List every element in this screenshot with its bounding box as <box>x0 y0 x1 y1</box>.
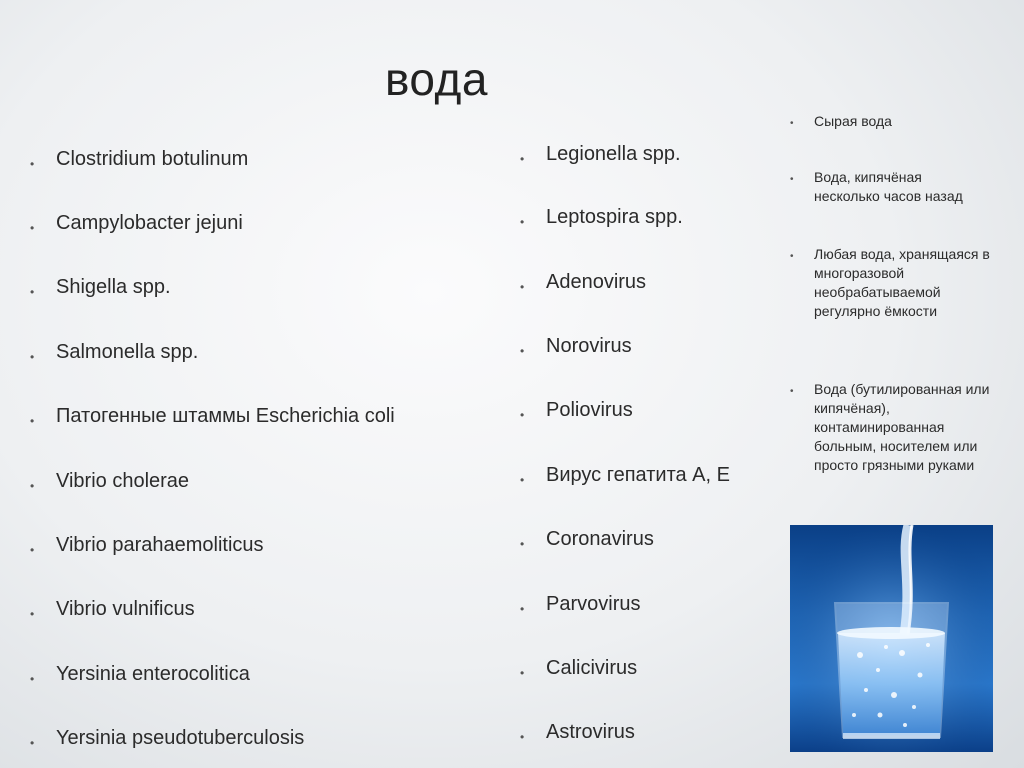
bullet: • <box>520 280 525 294</box>
bullet: • <box>790 251 794 262</box>
list-item-text: Vibrio parahaemoliticus <box>56 534 264 556</box>
glass-of-water-image <box>790 525 993 752</box>
list-item-text: Патогенные штаммы Escherichia coli <box>56 405 395 427</box>
bullet: • <box>790 174 794 185</box>
bullet: • <box>520 730 525 744</box>
list-item-text: Poliovirus <box>546 399 633 421</box>
bacteria-list <box>30 0 480 768</box>
list-item-text: Vibrio cholerae <box>56 470 190 492</box>
bullet: • <box>30 607 35 621</box>
list-item-text: Coronavirus <box>546 528 654 550</box>
bullet: • <box>520 537 525 551</box>
bullet: • <box>520 215 525 229</box>
bullet: • <box>790 118 794 129</box>
bullet: • <box>30 157 35 171</box>
list-item-text: Salmonella spp. <box>56 341 199 363</box>
water-sources-list <box>790 0 1024 520</box>
list-item-text: Astrovirus <box>546 721 635 743</box>
list-item-text: Вирус гепатита А, Е <box>546 464 730 486</box>
bullet: • <box>30 543 35 557</box>
list-item-text: Adenovirus <box>546 271 647 293</box>
list-item-text: Parvovirus <box>546 593 641 615</box>
list-item-text: Clostridium botulinum <box>56 148 249 170</box>
slide-title: вода <box>385 53 488 105</box>
bullet: • <box>30 350 35 364</box>
pathogens-list <box>520 0 780 768</box>
list-item-text: Сырая вода <box>814 113 892 129</box>
list-item-text: Leptospira spp. <box>546 206 683 228</box>
bullet: • <box>30 285 35 299</box>
list-item-text: Vibrio vulnificus <box>56 598 195 620</box>
bullet: • <box>30 221 35 235</box>
bullet: • <box>30 736 35 750</box>
bullet: • <box>30 672 35 686</box>
list-item-text: Вода (бутилированная или кипячёная), контаминированная больным, носителем или просто грязными руками <box>814 381 990 473</box>
bullet: • <box>30 414 35 428</box>
bullet: • <box>520 408 525 422</box>
list-item-text: Вода, кипячёная несколько часов назад <box>814 169 963 204</box>
bullet: • <box>30 479 35 493</box>
list-item-text: Любая вода, хранящаяся в многоразовой необрабатываемой регулярно ёмкости <box>814 246 990 319</box>
glass-of-water-icon <box>790 525 993 752</box>
list-item-text: Yersinia pseudotuberculosis <box>56 727 305 749</box>
list-item-text: Campylobacter jejuni <box>56 212 243 234</box>
list-item-text: Calicivirus <box>546 657 638 679</box>
bullet: • <box>520 473 525 487</box>
bullet: • <box>790 386 794 397</box>
list-item-text: Yersinia enterocolitica <box>56 663 250 685</box>
bullet: • <box>520 666 525 680</box>
bullet: • <box>520 602 525 616</box>
list-item-text: Norovirus <box>546 335 632 357</box>
bullet: • <box>520 152 525 166</box>
bullet: • <box>520 344 525 358</box>
list-item-text: Legionella spp. <box>546 143 681 165</box>
list-item-text: Shigella spp. <box>56 276 171 298</box>
